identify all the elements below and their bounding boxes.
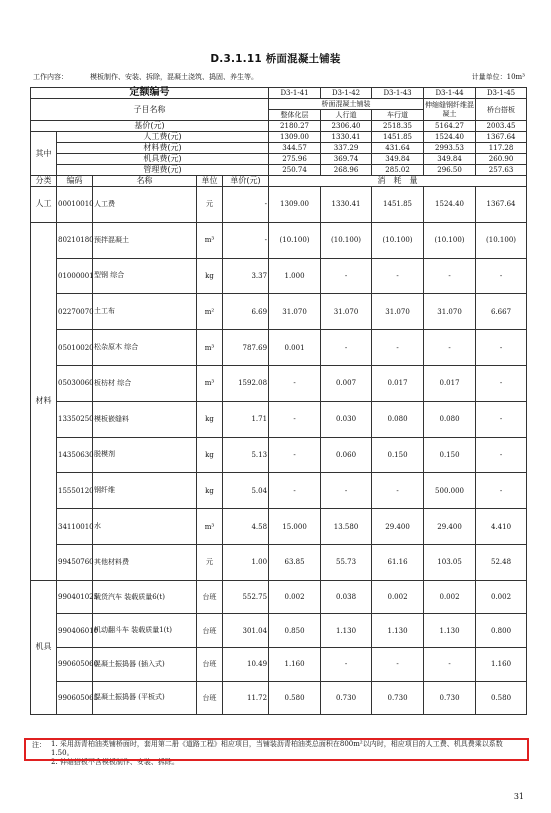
value-cell: 31.070 — [372, 294, 424, 330]
value-cell: - — [372, 258, 424, 294]
notes-label: 注： — [32, 741, 46, 749]
mgmt-cost-label: 管理费(元) — [57, 165, 269, 176]
item-name: 车行道 — [372, 110, 424, 121]
machine-cost: 349.84 — [372, 154, 424, 165]
col-header-unit: 单位 — [197, 176, 223, 187]
value-cell: 1330.41 — [321, 187, 372, 223]
price-cell: 5.13 — [223, 437, 269, 473]
value-cell: 0.017 — [424, 365, 476, 401]
col-header-category: 分类 — [31, 176, 57, 187]
material-cost: 344.57 — [269, 143, 321, 154]
value-cell: - — [321, 473, 372, 509]
table-row — [31, 614, 527, 648]
note-item: 1. 采用沥青柏油类铺桥面时，套用第二册《道路工程》相应项目，当铺装沥青柏油类总面积在800m²以内时，相应项目的人工费、机具费乘以系数1.50。 — [51, 740, 503, 757]
value-cell: 500.000 — [424, 473, 476, 509]
table-row — [31, 681, 527, 715]
value-cell: 31.070 — [269, 294, 321, 330]
price-cell: 1.71 — [223, 401, 269, 437]
value-cell: 0.150 — [424, 437, 476, 473]
value-cell: 31.070 — [321, 294, 372, 330]
value-cell: - — [269, 473, 321, 509]
value-cell: 0.002 — [372, 580, 424, 614]
material-cost-label: 材料费(元) — [57, 143, 269, 154]
value-cell: 103.05 — [424, 544, 476, 580]
value-cell: - — [321, 647, 372, 681]
value-cell: 0.730 — [321, 681, 372, 715]
unit-cell: kg — [197, 258, 223, 294]
page-number: 31 — [513, 792, 524, 801]
value-cell: 61.16 — [372, 544, 424, 580]
unit-cell: 元 — [197, 187, 223, 223]
value-cell: 0.580 — [476, 681, 527, 715]
quota-code: D3-1-42 — [321, 88, 372, 99]
price-cell: 552.75 — [223, 580, 269, 614]
name-cell: 型钢 综合 — [93, 258, 197, 294]
machine-cost: 349.84 — [424, 154, 476, 165]
code-cell: 990605065 — [57, 681, 93, 715]
value-cell: 29.400 — [372, 509, 424, 545]
work-content — [33, 72, 258, 82]
value-cell: 4.410 — [476, 509, 527, 545]
item-name: 桥台搭板 — [476, 99, 527, 121]
note-item: 2. 伸缩搭板不含模板制作、安装、拆除。 — [51, 758, 179, 766]
table-row — [31, 330, 527, 366]
labor-cost: 1330.41 — [321, 132, 372, 143]
value-cell: 1309.00 — [269, 187, 321, 223]
unit-cell: kg — [197, 401, 223, 437]
material-cost: 2993.53 — [424, 143, 476, 154]
unit-cell: 元 — [197, 544, 223, 580]
value-cell: 0.017 — [372, 365, 424, 401]
table-row — [31, 580, 527, 614]
price-cell: 5.04 — [223, 473, 269, 509]
unit-cell: m³ — [197, 509, 223, 545]
code-cell: 80210180 — [57, 222, 93, 258]
machine-cost: 260.90 — [476, 154, 527, 165]
value-cell: 0.080 — [424, 401, 476, 437]
value-cell: - — [269, 437, 321, 473]
value-cell: 0.580 — [269, 681, 321, 715]
unit-cell: kg — [197, 437, 223, 473]
value-cell: 0.002 — [424, 580, 476, 614]
value-cell: 1.000 — [269, 258, 321, 294]
resource-rows — [31, 187, 527, 715]
value-cell: 0.038 — [321, 580, 372, 614]
price-cell: 3.37 — [223, 258, 269, 294]
unit-cell: m³ — [197, 222, 223, 258]
name-cell: 模板嵌缝料 — [93, 401, 197, 437]
labor-cost: 1524.40 — [424, 132, 476, 143]
code-cell: 990605060 — [57, 647, 93, 681]
table-row — [31, 187, 527, 223]
code-cell: 34110010 — [57, 509, 93, 545]
price-cell: - — [223, 222, 269, 258]
code-cell: 02270070 — [57, 294, 93, 330]
labor-cost: 1451.85 — [372, 132, 424, 143]
value-cell: 6.667 — [476, 294, 527, 330]
value-cell: - — [476, 330, 527, 366]
value-cell: (10.100) — [476, 222, 527, 258]
value-cell: 0.800 — [476, 614, 527, 648]
value-cell: - — [476, 401, 527, 437]
machine-cost: 275.96 — [269, 154, 321, 165]
table-row — [31, 222, 527, 258]
value-cell: 0.150 — [372, 437, 424, 473]
name-cell: 其他材料费 — [93, 544, 197, 580]
quota-no-label: 定额编号 — [31, 88, 269, 99]
price-cell: 1.00 — [223, 544, 269, 580]
value-cell: 1.130 — [372, 614, 424, 648]
page-title: D.3.1.11 桥面混凝土铺装 — [210, 53, 341, 65]
value-cell: - — [424, 330, 476, 366]
value-cell: - — [372, 330, 424, 366]
item-name: 人行道 — [321, 110, 372, 121]
labor-cost-label: 人工费(元) — [57, 132, 269, 143]
quota-table — [30, 87, 527, 715]
price-cell: 4.58 — [223, 509, 269, 545]
category-cell: 人工 — [31, 187, 57, 223]
unit-cell: m² — [197, 294, 223, 330]
table-row — [31, 294, 527, 330]
name-cell: 预拌混凝土 — [93, 222, 197, 258]
value-cell: (10.100) — [424, 222, 476, 258]
base-price: 2306.40 — [321, 121, 372, 132]
table-row — [31, 473, 527, 509]
mgmt-cost: 257.63 — [476, 165, 527, 176]
value-cell: - — [321, 258, 372, 294]
value-cell: - — [269, 401, 321, 437]
unit-cell: 台班 — [197, 681, 223, 715]
code-cell: 99450760 — [57, 544, 93, 580]
value-cell: (10.100) — [269, 222, 321, 258]
value-cell: 1451.85 — [372, 187, 424, 223]
value-cell: 0.730 — [372, 681, 424, 715]
value-cell: - — [269, 365, 321, 401]
price-cell: 1592.08 — [223, 365, 269, 401]
unit-cell: 台班 — [197, 614, 223, 648]
col-header-name: 名称 — [93, 176, 197, 187]
table-row — [31, 509, 527, 545]
material-cost: 337.29 — [321, 143, 372, 154]
unit-cell: kg — [197, 473, 223, 509]
value-cell: 0.060 — [321, 437, 372, 473]
table-row — [31, 258, 527, 294]
value-cell: 0.002 — [269, 580, 321, 614]
highlight-box — [24, 738, 529, 761]
name-cell: 松杂原木 综合 — [93, 330, 197, 366]
name-cell: 混凝土振捣器 (平板式) — [93, 681, 197, 715]
category-cell: 材料 — [31, 222, 57, 580]
value-cell: 0.002 — [476, 580, 527, 614]
code-cell: 13350250 — [57, 401, 93, 437]
value-cell: 0.007 — [321, 365, 372, 401]
value-cell: 0.080 — [372, 401, 424, 437]
value-cell: 0.730 — [424, 681, 476, 715]
table-row — [31, 365, 527, 401]
name-cell: 脱模剂 — [93, 437, 197, 473]
value-cell: - — [321, 330, 372, 366]
value-cell: - — [424, 647, 476, 681]
value-cell: 0.850 — [269, 614, 321, 648]
code-cell: 15550120 — [57, 473, 93, 509]
name-cell: 混凝土振捣器 (插入式) — [93, 647, 197, 681]
price-cell: 11.72 — [223, 681, 269, 715]
value-cell: - — [424, 258, 476, 294]
table-row — [31, 437, 527, 473]
name-cell: 载货汽车 装载质量6(t) — [93, 580, 197, 614]
value-cell: 0.001 — [269, 330, 321, 366]
mgmt-cost: 285.02 — [372, 165, 424, 176]
value-cell: 29.400 — [424, 509, 476, 545]
value-cell: 1.160 — [476, 647, 527, 681]
table-row — [31, 544, 527, 580]
value-cell: 0.030 — [321, 401, 372, 437]
name-cell: 钢纤维 — [93, 473, 197, 509]
code-cell: 990401025 — [57, 580, 93, 614]
code-cell: 01000001 — [57, 258, 93, 294]
name-cell: 机动翻斗车 装载质量1(t) — [93, 614, 197, 648]
price-cell: 10.49 — [223, 647, 269, 681]
unit-cell: m³ — [197, 330, 223, 366]
value-cell: 63.85 — [269, 544, 321, 580]
unit-cell: m³ — [197, 365, 223, 401]
unit-cell: 台班 — [197, 580, 223, 614]
material-cost: 117.28 — [476, 143, 527, 154]
value-cell: (10.100) — [321, 222, 372, 258]
value-cell: 1.160 — [269, 647, 321, 681]
work-content-label: 工作内容： — [33, 73, 68, 81]
price-cell: - — [223, 187, 269, 223]
value-cell: - — [476, 473, 527, 509]
base-price: 5164.27 — [424, 121, 476, 132]
base-price: 2003.45 — [476, 121, 527, 132]
qizhong-label: 其中 — [31, 132, 57, 176]
unit-cell: 台班 — [197, 647, 223, 681]
item-name: 整体化层 — [269, 110, 321, 121]
price-cell: 6.69 — [223, 294, 269, 330]
value-cell: - — [476, 437, 527, 473]
machine-cost-label: 机具费(元) — [57, 154, 269, 165]
col-header-code: 编码 — [57, 176, 93, 187]
value-cell: 13.580 — [321, 509, 372, 545]
value-cell: - — [372, 647, 424, 681]
value-cell: - — [476, 365, 527, 401]
value-cell: - — [372, 473, 424, 509]
value-cell: 1.130 — [424, 614, 476, 648]
code-cell: 14350630 — [57, 437, 93, 473]
value-cell: 55.73 — [321, 544, 372, 580]
mgmt-cost: 250.74 — [269, 165, 321, 176]
price-cell: 787.69 — [223, 330, 269, 366]
item-name: 伸缩缝钢纤维混凝土 — [424, 99, 476, 121]
work-content-text: 模板制作、安装、拆除，混凝土浇筑、捣固、养生等。 — [90, 73, 258, 81]
value-cell: 1367.64 — [476, 187, 527, 223]
quota-code: D3-1-43 — [372, 88, 424, 99]
base-price-label: 基价(元) — [31, 121, 269, 132]
category-cell: 机具 — [31, 580, 57, 714]
name-cell: 人工费 — [93, 187, 197, 223]
machine-cost: 369.74 — [321, 154, 372, 165]
value-cell: - — [476, 258, 527, 294]
quota-code: D3-1-44 — [424, 88, 476, 99]
name-cell: 水 — [93, 509, 197, 545]
value-cell: (10.100) — [372, 222, 424, 258]
name-cell: 土工布 — [93, 294, 197, 330]
item-name-label: 子目名称 — [31, 99, 269, 121]
value-cell: 1.130 — [321, 614, 372, 648]
material-cost: 431.64 — [372, 143, 424, 154]
labor-cost: 1367.64 — [476, 132, 527, 143]
code-cell: 05030060 — [57, 365, 93, 401]
value-cell: 1524.40 — [424, 187, 476, 223]
table-row — [31, 647, 527, 681]
base-price: 2518.35 — [372, 121, 424, 132]
group-header: 桥面混凝土铺装 — [269, 99, 424, 110]
measure-unit: 计量单位：10m³ — [471, 73, 525, 81]
table-row — [31, 401, 527, 437]
value-cell: 15.000 — [269, 509, 321, 545]
labor-cost: 1309.00 — [269, 132, 321, 143]
col-header-price: 单价(元) — [223, 176, 269, 187]
value-cell: 52.48 — [476, 544, 527, 580]
mgmt-cost: 268.96 — [321, 165, 372, 176]
quota-code: D3-1-41 — [269, 88, 321, 99]
code-cell: 05010020 — [57, 330, 93, 366]
base-price: 2180.27 — [269, 121, 321, 132]
mgmt-cost: 296.50 — [424, 165, 476, 176]
code-cell: 990406010 — [57, 614, 93, 648]
col-header-consumption: 消 耗 量 — [269, 176, 527, 187]
price-cell: 301.04 — [223, 614, 269, 648]
code-cell: 00010010 — [57, 187, 93, 223]
name-cell: 板枋材 综合 — [93, 365, 197, 401]
value-cell: 31.070 — [424, 294, 476, 330]
quota-code: D3-1-45 — [476, 88, 527, 99]
